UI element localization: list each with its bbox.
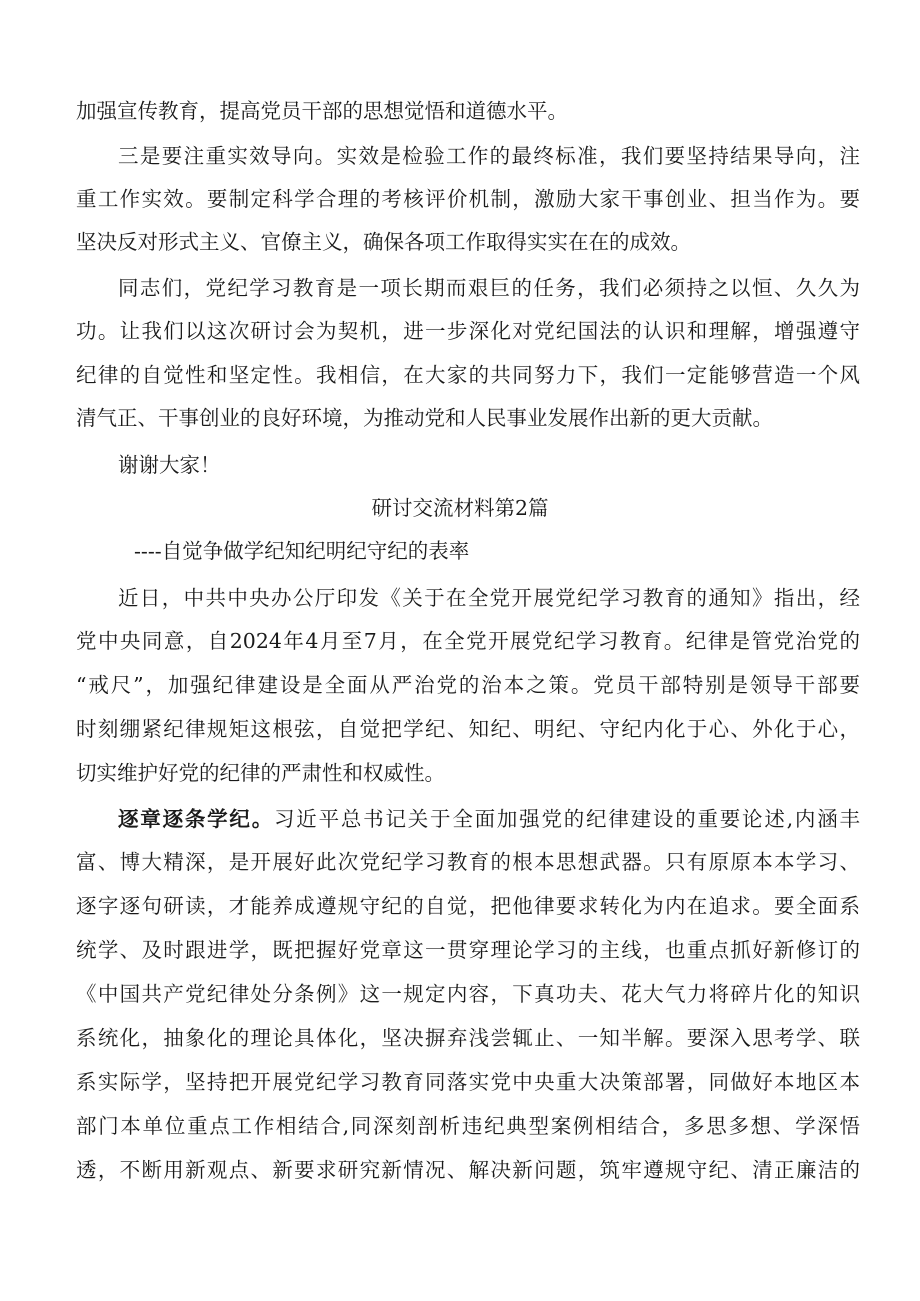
paragraph-line: 党中央同意，自2024年4月至7月，在全党开展党纪学习教育。纪律是管党治党的 — [76, 629, 860, 653]
paragraph-line: “戒尺”，加强纪律建设是全面从严治党的治本之策。党员干部特别是领导干部要 — [76, 673, 860, 697]
paragraph-line: 坚决反对形式主义、官僚主义，确保各项工作取得实实在在的成效。 — [76, 230, 691, 254]
paragraph-line: 三是要注重实效导向。实效是检验工作的最终标准，我们要坚持结果导向，注 — [118, 144, 860, 168]
paragraph-line: 重工作实效。要制定科学合理的考核评价机制，激励大家干事创业、担当作为。要 — [76, 187, 860, 211]
paragraph-line: 透，不断用新观点、新要求研究新情况、解决新问题，筑牢遵规守纪、清正廉洁的 — [76, 1158, 860, 1182]
paragraph-line: 部门本单位重点工作相结合,同深刻剖析违纪典型案例相结合，多思多想、学深悟 — [76, 1114, 860, 1138]
paragraph-line: 《中国共产党纪律处分条例》这一规定内容，下真功夫、花大气力将碎片化的知识 — [76, 982, 860, 1006]
section-title: 研讨交流材料第2篇 — [371, 496, 549, 520]
paragraph-line: 切实维护好党的纪律的严肃性和权威性。 — [76, 761, 445, 785]
paragraph-line: 加强宣传教育，提高党员干部的思想觉悟和道德水平。 — [76, 99, 568, 123]
bold-lead-heading: 逐章逐条学纪。 — [118, 807, 275, 831]
paragraph-line: 系实际学，坚持把开展党纪学习教育同落实党中央重大决策部署，同做好本地区本 — [76, 1070, 860, 1094]
paragraph-line: 清气正、干事创业的良好环境，为推动党和人民事业发展作出新的更大贡献。 — [76, 406, 773, 430]
paragraph-line: 功。让我们以这次研讨会为契机，进一步深化对党纪国法的认识和理解，增强遵守 — [76, 319, 860, 343]
paragraph-line: 富、博大精深，是开展好此次党纪学习教育的根本思想武器。只有原原本本学习、 — [76, 850, 860, 874]
section-subtitle: ----自觉争做学纪知纪明纪守纪的表率 — [134, 539, 470, 563]
paragraph-line: 系统化，抽象化的理论具体化，坚决摒弃浅尝辄止、一知半解。要深入思考学、联 — [76, 1026, 860, 1050]
paragraph-line: 近日，中共中央办公厅印发《关于在全党开展党纪学习教育的通知》指出，经 — [118, 586, 860, 610]
paragraph-line: 逐字逐句研读，才能养成遵规守纪的自觉，把他律要求转化为内在追求。要全面系 — [76, 894, 860, 918]
paragraph-line: 统学、及时跟进学，既把握好党章这一贯穿理论学习的主线，也重点抓好新修订的 — [76, 938, 860, 962]
paragraph-line — [118, 806, 860, 832]
paragraph-line: 纪律的自觉性和坚定性。我相信，在大家的共同努力下，我们一定能够营造一个风 — [76, 363, 860, 387]
paragraph-line: 同志们，党纪学习教育是一项长期而艰巨的任务，我们必须持之以恒、久久为 — [118, 276, 860, 300]
paragraph-line: 时刻绷紧纪律规矩这根弦，自觉把学纪、知纪、明纪、守纪内化于心、外化于心， — [76, 717, 860, 741]
paragraph-text: 习近平总书记关于全面加强党的纪律建设的重要论述,内涵丰 — [274, 807, 861, 831]
closing-line: 谢谢大家！ — [118, 453, 221, 477]
